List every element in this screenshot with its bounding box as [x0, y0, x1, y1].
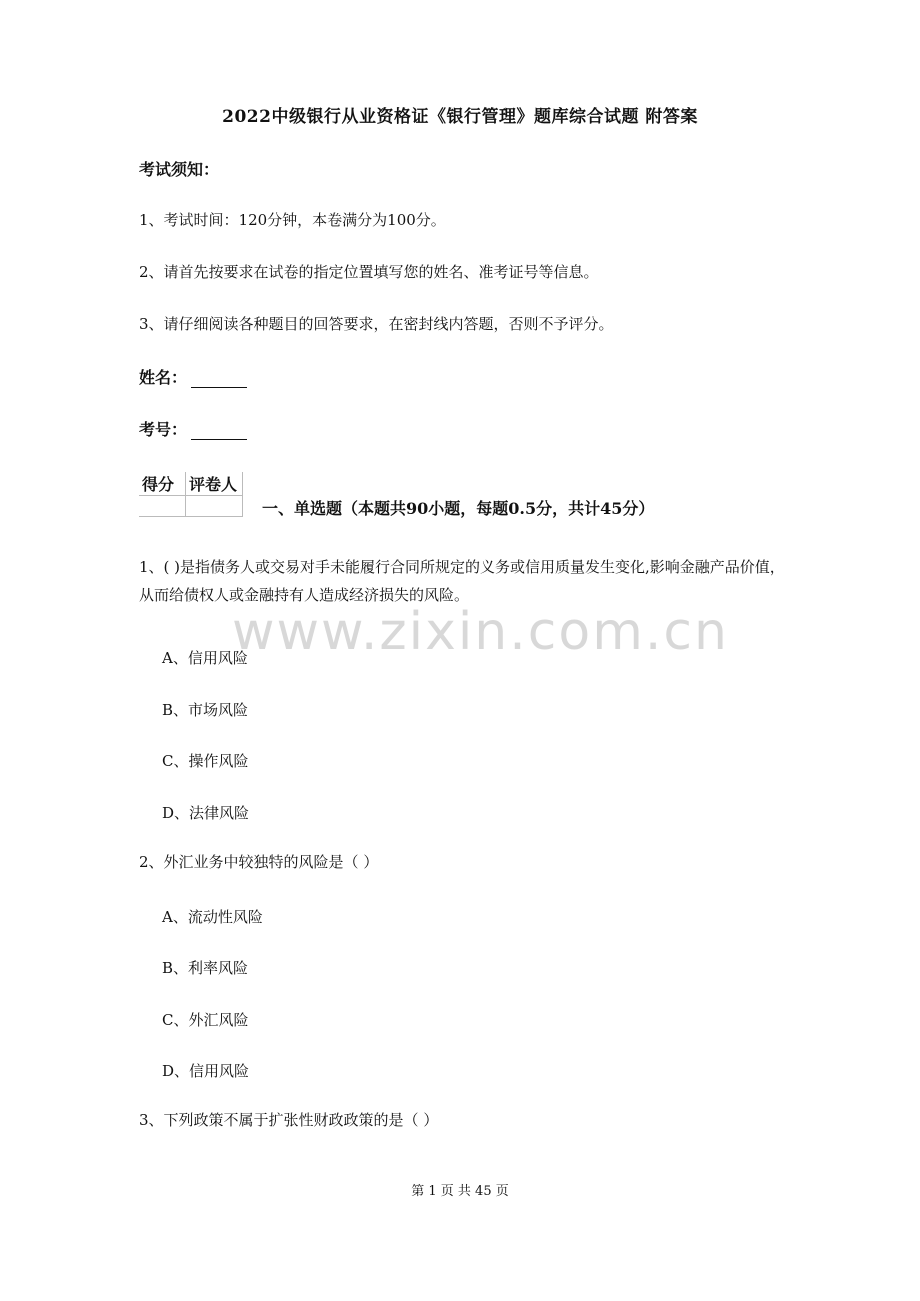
- section-title: 一、单选题（本题共90小题，每题0.5分，共计45分）: [262, 499, 655, 518]
- id-field: [139, 417, 247, 440]
- score-table: [139, 472, 243, 517]
- option: A、流动性风险: [162, 908, 263, 926]
- document-title: 2022中级银行从业资格证《银行管理》题库综合试题 附答案: [222, 107, 698, 127]
- score-cell: [139, 496, 186, 517]
- option: B、利率风险: [162, 959, 249, 977]
- question-text: 2、外汇业务中较独特的风险是（ ）: [139, 853, 379, 871]
- name-field: [139, 365, 247, 388]
- option: D、法律风险: [162, 804, 250, 822]
- id-blank[interactable]: [191, 423, 247, 440]
- option: D、信用风险: [162, 1062, 250, 1080]
- notice-item: 1、考试时间：120分钟，本卷满分为100分。: [139, 211, 446, 229]
- watermark: www.zixin.com.cn: [232, 602, 729, 662]
- option: C、操作风险: [162, 752, 249, 770]
- id-label: 考号：: [139, 420, 188, 439]
- question-text: 3、下列政策不属于扩张性财政政策的是（ ）: [139, 1111, 439, 1129]
- notice-item: 3、请仔细阅读各种题目的回答要求，在密封线内答题，否则不予评分。: [139, 315, 614, 333]
- notice-item: 2、请首先按要求在试卷的指定位置填写您的姓名、准考证号等信息。: [139, 263, 599, 281]
- option: C、外汇风险: [162, 1011, 249, 1029]
- grader-cell: [186, 496, 243, 517]
- page-footer: 第 1 页 共 45 页: [411, 1184, 509, 1199]
- option: A、信用风险: [162, 649, 248, 667]
- grader-header: 评卷人: [186, 472, 243, 496]
- name-label: 姓名：: [139, 368, 188, 387]
- question-text: 1、( )是指债务人或交易对手未能履行合同所规定的义务或信用质量发生变化,影响金融产品价值，从而给债权人或金融持有人造成经济损失的风险。: [139, 558, 785, 604]
- option: B、市场风险: [162, 701, 249, 719]
- notice-heading: 考试须知：: [139, 160, 220, 179]
- score-header: 得分: [139, 472, 186, 496]
- name-blank[interactable]: [191, 371, 247, 388]
